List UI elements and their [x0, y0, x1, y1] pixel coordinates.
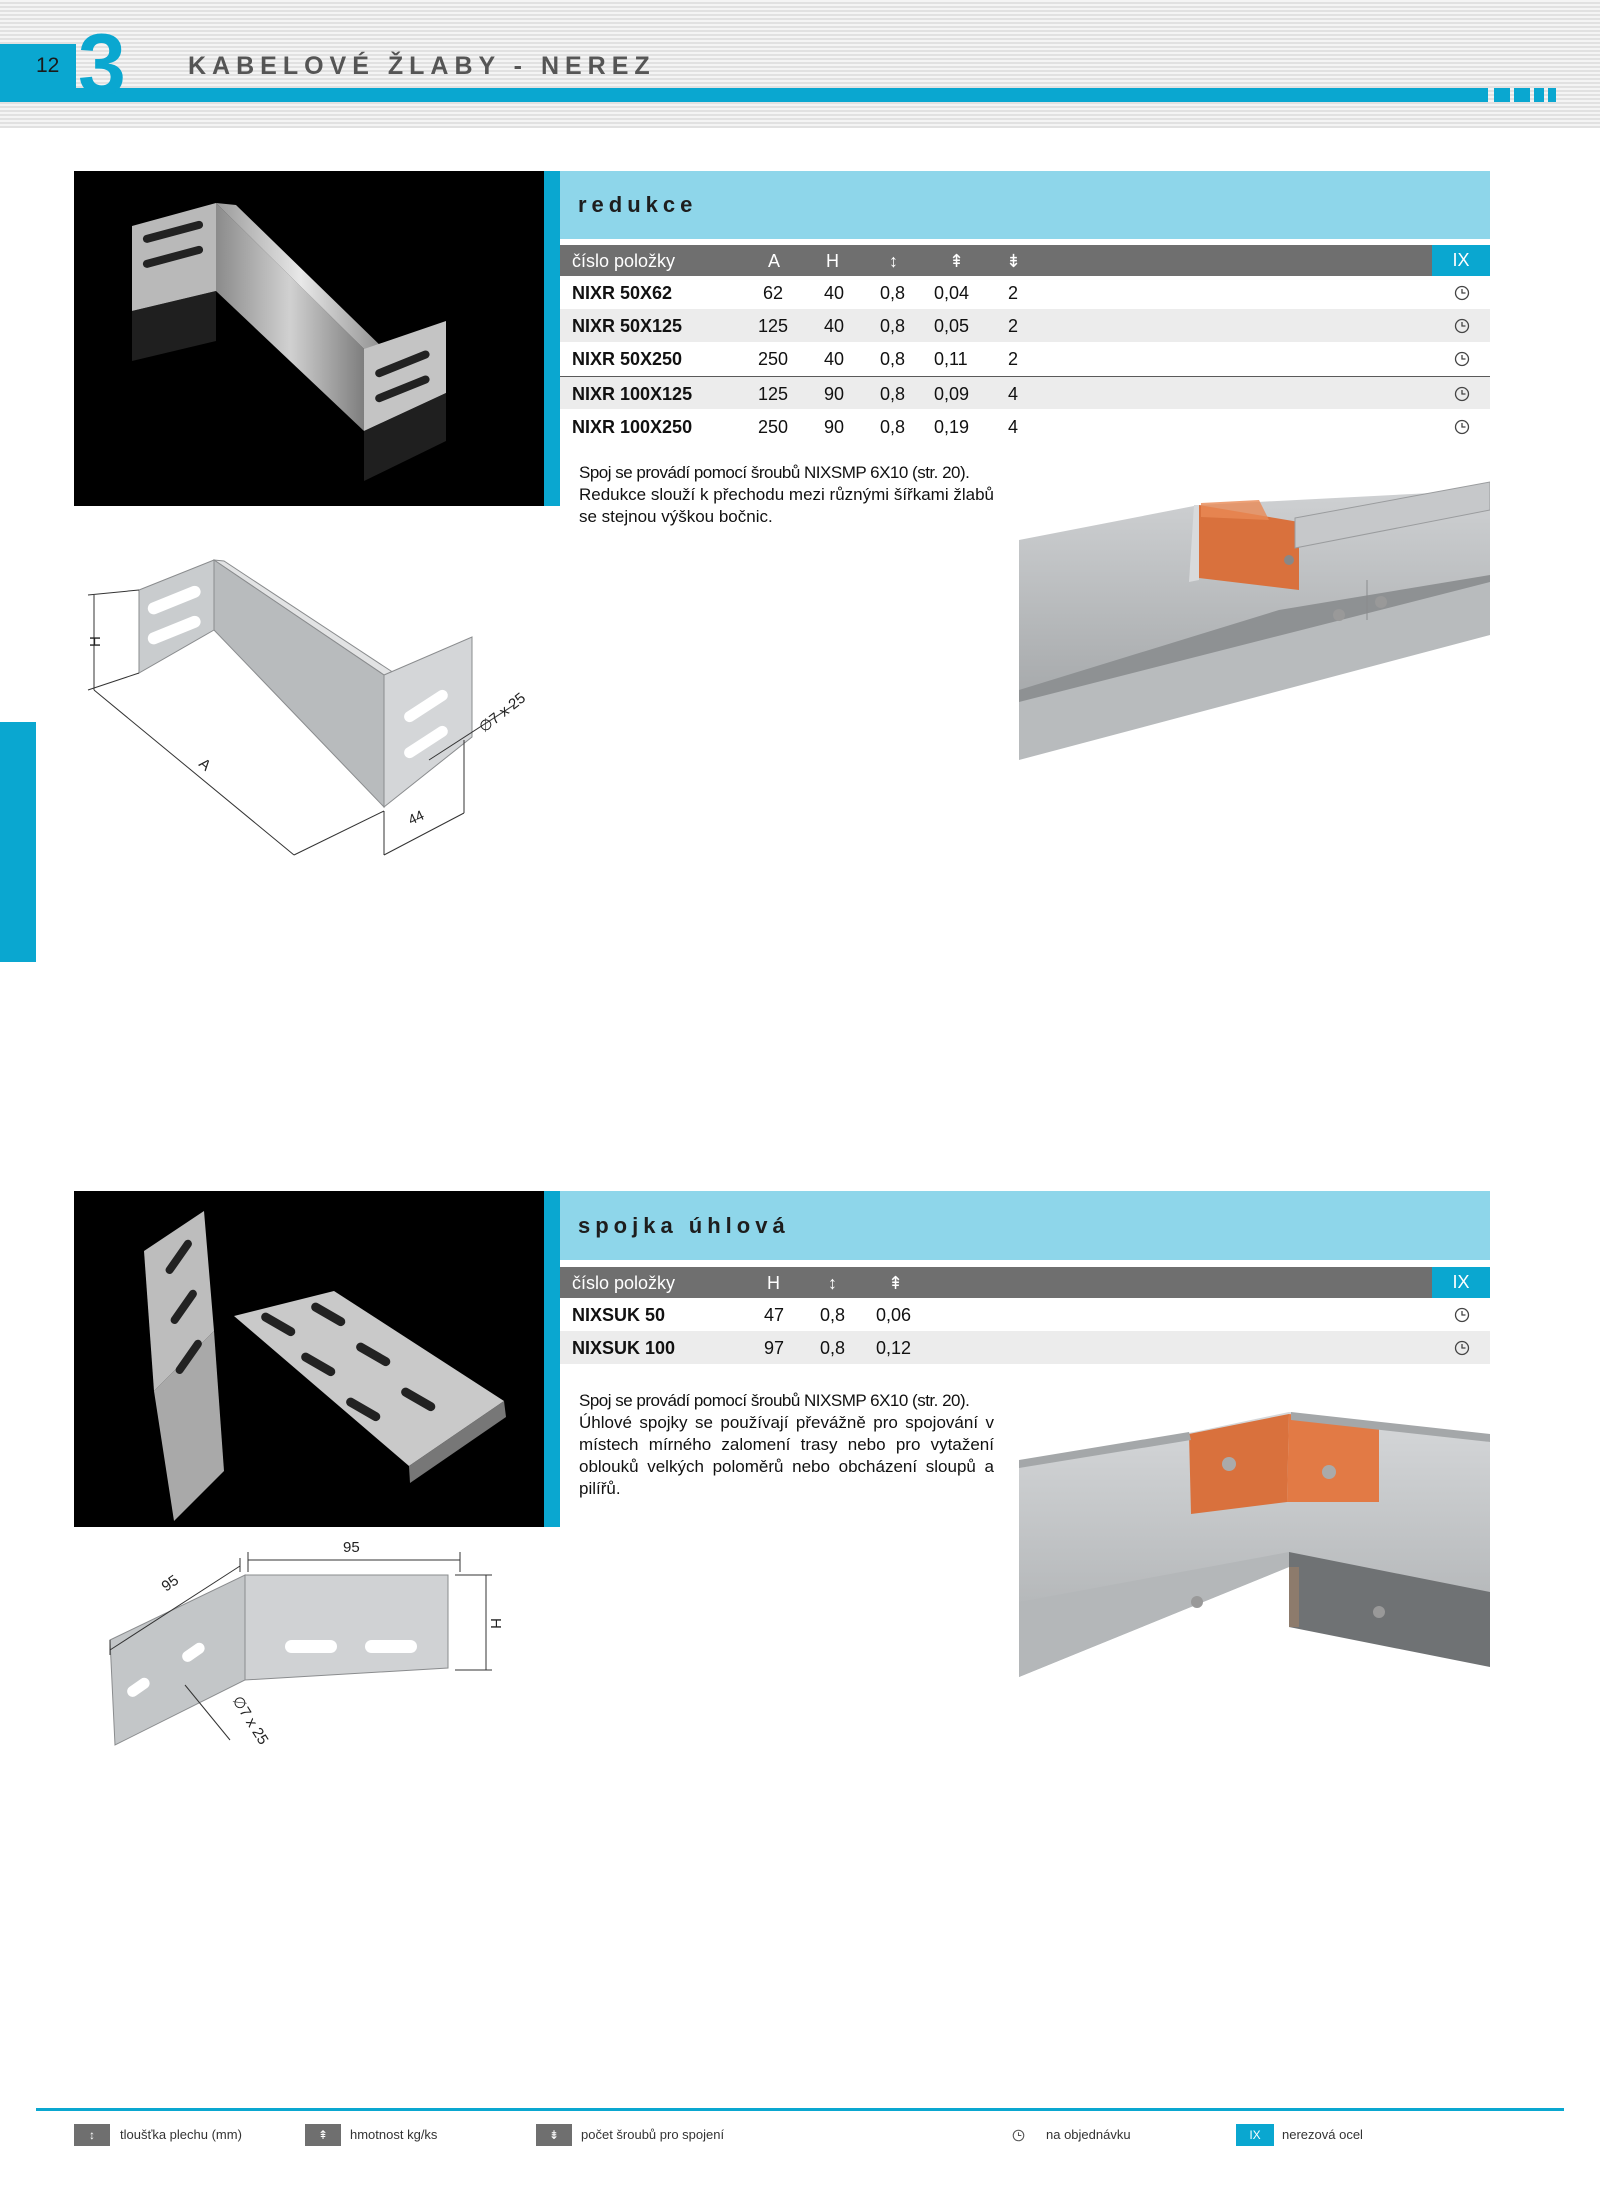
value-h: 47 [764, 1305, 785, 1325]
section-title-band [560, 171, 1490, 239]
table-row [560, 309, 1490, 342]
legend-text-on-order: na objednávku [1046, 2127, 1131, 2142]
item-code: NIXSUK 50 [572, 1305, 666, 1325]
dim-label-top: 95 [343, 1539, 360, 1556]
value-weight: 0,06 [876, 1305, 912, 1325]
value-h: 40 [824, 283, 845, 303]
footer-accent-line [36, 2108, 1564, 2111]
thickness-icon: ↕ [74, 2124, 110, 2146]
table-header-spojka [560, 1267, 1490, 1298]
value-weight: 0,04 [934, 283, 970, 303]
header-square [1494, 88, 1510, 102]
dim-label-h: H [487, 1618, 504, 1629]
chapter-side-tab [0, 722, 36, 962]
installation-photo-spojka [1019, 1402, 1490, 1677]
section-title-redukce: redukce [578, 192, 698, 217]
dim-label-width: 44 [405, 806, 427, 828]
value-thickness: 0,8 [880, 283, 906, 303]
screw-count-icon: ⇟ [1006, 251, 1022, 271]
value-thickness: 0,8 [880, 349, 906, 369]
col-header-h: H [767, 1273, 780, 1293]
table-row [560, 1331, 1490, 1364]
value-a: 125 [758, 316, 789, 336]
clock-icon [1454, 285, 1470, 301]
legend-text-stainless: nerezová ocel [1282, 2127, 1363, 2142]
value-weight: 0,12 [876, 1338, 912, 1358]
table-row [560, 1298, 1490, 1331]
value-thickness: 0,8 [880, 384, 906, 404]
legend-text-weight: hmotnost kg/ks [350, 2127, 438, 2142]
col-header-h: H [826, 251, 839, 271]
spojka-install-graphic [1019, 1402, 1490, 1677]
dim-label-a: A [195, 755, 215, 775]
table-row [560, 276, 1490, 309]
ix-badge: IX [1432, 1267, 1490, 1298]
value-h: 90 [824, 417, 845, 437]
clock-icon [1454, 1307, 1470, 1323]
dim-label-hole: ∅7 x 25 [228, 1693, 272, 1748]
weight-icon: ⇞ [949, 251, 965, 271]
description-line: Spoj se provádí pomocí šroubů NIXSMP 6X10 (str. 20). [579, 463, 970, 482]
dim-label-hole: ∅7 x 25 [475, 689, 529, 737]
section-title-band [560, 1191, 1490, 1260]
clock-icon [1454, 318, 1470, 334]
value-a: 250 [758, 417, 789, 437]
description-line: Spoj se provádí pomocí šroubů NIXSMP 6X10 (str. 20). [579, 1391, 970, 1410]
dim-label-side: 95 [158, 1571, 182, 1596]
header-square [1514, 88, 1530, 102]
col-header-a: A [768, 251, 781, 271]
technical-drawing-spojka [100, 1530, 520, 1760]
redukce-drawing-graphic [84, 555, 554, 875]
clock-icon [1454, 386, 1470, 402]
clock-icon [1454, 419, 1470, 435]
weight-icon: ⇞ [305, 2124, 341, 2146]
value-weight: 0,05 [934, 316, 970, 336]
redukce-photo-graphic [74, 171, 544, 506]
value-thickness: 0,8 [820, 1338, 846, 1358]
value-screws: 4 [1008, 384, 1019, 404]
section-accent-bar [544, 171, 560, 506]
value-thickness: 0,8 [880, 316, 906, 336]
weight-icon: ⇞ [888, 1273, 904, 1293]
value-weight: 0,09 [934, 384, 970, 404]
item-code: NIXR 50X125 [572, 316, 683, 336]
col-header-code: číslo položky [572, 251, 676, 271]
thickness-icon: ↕ [889, 251, 898, 271]
clock-icon [1454, 1340, 1470, 1356]
item-code: NIXR 50X62 [572, 283, 673, 303]
description-line: Úhlové spojky se používají převážně pro spojování v místech mírného zalomení trasy nebo pro vytažení oblouků velkých poloměrů nebo obcházení sloupů a pilířů. [579, 1413, 994, 1498]
table-row [560, 342, 1490, 375]
item-code: NIXR 100X250 [572, 417, 693, 437]
value-h: 90 [824, 384, 845, 404]
legend-text-screws: počet šroubů pro spojení [581, 2127, 725, 2142]
spojka-drawing-graphic [100, 1530, 520, 1760]
product-photo-redukce [74, 171, 544, 506]
value-a: 62 [763, 283, 784, 303]
installation-photo-redukce [1019, 470, 1490, 760]
table-header-redukce [560, 245, 1490, 276]
value-screws: 2 [1008, 349, 1019, 369]
item-code: NIXSUK 100 [572, 1338, 676, 1358]
spojka-photo-graphic [74, 1191, 544, 1527]
description-line: Redukce slouží k přechodu mezi různými šířkami žlabů se stejnou výškou bočnic. [579, 485, 994, 526]
header-square [1548, 88, 1556, 102]
value-screws: 2 [1008, 283, 1019, 303]
chapter-title: KABELOVÉ ŽLABY - NEREZ [188, 52, 656, 80]
col-header-code: číslo položky [572, 1273, 676, 1293]
value-weight: 0,19 [934, 417, 970, 437]
value-h: 40 [824, 316, 845, 336]
value-h: 40 [824, 349, 845, 369]
header-square [1534, 88, 1544, 102]
value-weight: 0,11 [934, 349, 968, 369]
page-number: 12 [36, 54, 60, 77]
table-row [560, 376, 1490, 409]
description-spojka [579, 1390, 994, 1500]
table-row [560, 410, 1490, 443]
value-a: 250 [758, 349, 789, 369]
legend-text-thickness: tloušťka plechu (mm) [120, 2127, 242, 2142]
redukce-install-graphic [1019, 470, 1490, 760]
description-redukce [579, 462, 994, 528]
value-screws: 2 [1008, 316, 1019, 336]
section-title-spojka: spojka úhlová [578, 1213, 790, 1238]
ix-badge: IX [1432, 245, 1490, 276]
chapter-number: 3 [78, 17, 126, 113]
value-a: 125 [758, 384, 789, 404]
value-thickness: 0,8 [820, 1305, 846, 1325]
technical-drawing-redukce [84, 555, 554, 875]
clock-icon [1454, 351, 1470, 367]
item-code: NIXR 100X125 [572, 384, 693, 404]
value-h: 97 [764, 1338, 785, 1358]
clock-icon [1012, 2129, 1025, 2142]
product-photo-spojka [74, 1191, 544, 1527]
thickness-icon: ↕ [828, 1273, 837, 1293]
value-thickness: 0,8 [880, 417, 906, 437]
value-screws: 4 [1008, 417, 1019, 437]
section-accent-bar [544, 1191, 560, 1527]
dim-label-h: H [87, 636, 104, 647]
ix-badge: IX [1236, 2124, 1274, 2146]
item-code: NIXR 50X250 [572, 349, 683, 369]
header-accent-bar [0, 88, 1488, 102]
screw-count-icon: ⇟ [536, 2124, 572, 2146]
